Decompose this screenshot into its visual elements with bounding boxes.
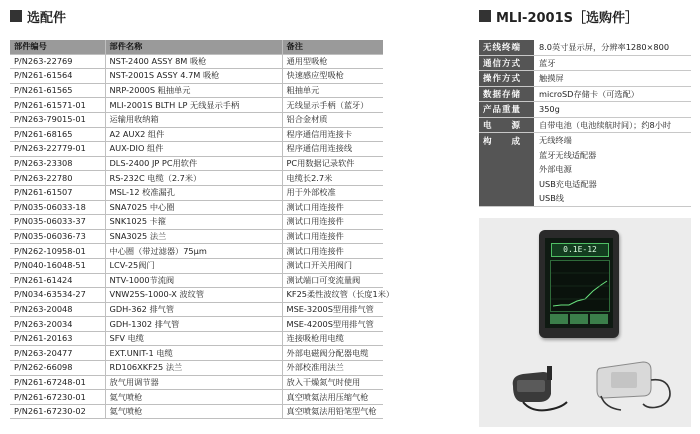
cell-remarks: 用于外部校准: [282, 185, 383, 200]
cell-remarks: 测试口用连接件: [282, 200, 383, 215]
cell-remarks: 电缆长2.7米: [282, 171, 383, 186]
cell-part-number: P/N263-20477: [10, 346, 105, 361]
cell-part-number: P/N261-61571-01: [10, 98, 105, 113]
cell-part-number: P/N261-68165: [10, 127, 105, 142]
cell-remarks: 铝合金材质: [282, 112, 383, 127]
cell-part-name: SNA7025 中心圈: [105, 200, 282, 215]
spec-value: [534, 87, 691, 102]
cell-part-name: 中心圈（带过滤器）75μm: [105, 244, 282, 259]
spec-value-line: 触摸屏: [539, 73, 564, 83]
spec-value: [534, 102, 691, 117]
cell-remarks: KF25柔性波纹管（长度1米）: [282, 288, 383, 303]
spec-value: [534, 40, 691, 55]
table-row: [10, 83, 383, 98]
table-row: [10, 331, 383, 346]
table-row: [10, 288, 383, 303]
cell-part-number: P/N262-10958-01: [10, 244, 105, 259]
parts-table-body: [10, 54, 395, 419]
parts-section-title: [10, 6, 66, 26]
spec-value-line: USB线: [539, 193, 564, 203]
table-row: [10, 185, 383, 200]
spec-row: [479, 87, 691, 103]
spec-value-line: 350g: [539, 104, 560, 114]
table-row: [10, 112, 383, 127]
cell-remarks: 测试端口可变流量阀: [282, 273, 383, 288]
cell-part-number: P/N263-22779-01: [10, 142, 105, 157]
spec-value-line: USB充电适配器: [539, 178, 597, 189]
spec-key: 电 源: [479, 118, 534, 133]
graph-trace: [551, 261, 609, 311]
spec-value: [534, 56, 691, 71]
cell-part-number: P/N035-06033-18: [10, 200, 105, 215]
cell-remarks: 快速感应型吸枪: [282, 69, 383, 84]
cell-part-name: DLS-2400 JP PC用软件: [105, 156, 282, 171]
spec-value: [534, 133, 691, 206]
spec-key: 构 成: [479, 133, 534, 206]
table-row: [10, 302, 383, 317]
cell-part-number: P/N263-23308: [10, 156, 105, 171]
accessory-section-title: [479, 6, 638, 26]
spec-table-container: [479, 40, 691, 207]
cell-remarks: 测试口开关用阀门: [282, 258, 383, 273]
section-square-icon: [479, 10, 491, 22]
screen-graph: [550, 260, 610, 312]
cell-part-number: P/N263-20034: [10, 317, 105, 332]
cell-remarks: 测试口用连接件: [282, 229, 383, 244]
accessory-section-title-text: MLI-2001S［选购件］: [496, 10, 638, 26]
spec-key: 操作方式: [479, 71, 534, 86]
cell-part-name: SFV 电缆: [105, 331, 282, 346]
spec-value-line: microSD存储卡（可选配）: [539, 88, 639, 99]
table-row: [10, 69, 383, 84]
cell-part-number: P/N261-67230-02: [10, 404, 105, 419]
spec-row: [479, 118, 691, 134]
cell-part-number: P/N261-61424: [10, 273, 105, 288]
table-row: [10, 171, 383, 186]
cell-part-name: EXT.UNIT-1 电缆: [105, 346, 282, 361]
cell-remarks: 测试口用连接件: [282, 244, 383, 259]
cell-remarks: 外部电磁阀分配器电缆: [282, 346, 383, 361]
cell-part-name: VNW25S-1000-X 波纹管: [105, 288, 282, 303]
spec-row: [479, 102, 691, 118]
table-row: [10, 142, 383, 157]
cell-part-name: RD106XKF25 法兰: [105, 361, 282, 376]
spec-row: [479, 71, 691, 87]
cell-part-name: 放气用调节器: [105, 375, 282, 390]
product-image-panel: [479, 218, 691, 427]
table-row: [10, 156, 383, 171]
cell-part-name: GDH-362 排气管: [105, 302, 282, 317]
spec-key: 无线终端: [479, 40, 534, 55]
cell-remarks: 真空喷氦法用压缩气枪: [282, 390, 383, 405]
table-row: [10, 229, 383, 244]
cell-part-number: P/N263-22780: [10, 171, 105, 186]
cell-part-name: NST-2001S ASSY 4.7M 吸枪: [105, 69, 282, 84]
spec-value-line: 蓝牙无线适配器: [539, 149, 597, 160]
spec-key: 数据存储: [479, 87, 534, 102]
cell-part-name: A2 AUX2 组件: [105, 127, 282, 142]
cell-part-name: SNA3025 法兰: [105, 229, 282, 244]
cell-remarks: 程序通信用连接线: [282, 142, 383, 157]
cell-part-name: 氦气喷枪: [105, 404, 282, 419]
table-row: [10, 273, 383, 288]
spec-key: 通信方式: [479, 56, 534, 71]
cell-remarks: MSE-3200S型用排气管: [282, 302, 383, 317]
table-row: [10, 258, 383, 273]
header-part-number: 部件编号: [10, 40, 105, 54]
table-row: [10, 127, 383, 142]
table-row: [10, 361, 383, 376]
cell-part-name: NRP-2000S 粗抽单元: [105, 83, 282, 98]
cell-part-name: NTV-1000节流阀: [105, 273, 282, 288]
cell-part-number: P/N261-20163: [10, 331, 105, 346]
usb-adapter-image: [503, 356, 573, 416]
spec-table: [479, 40, 691, 207]
cell-part-number: P/N263-22769: [10, 54, 105, 69]
table-row: [10, 244, 383, 259]
screen-readout: 0.1E-12: [551, 243, 609, 257]
cell-remarks: 无线显示手柄（蓝牙）: [282, 98, 383, 113]
section-square-icon: [10, 10, 22, 22]
spec-value-line: 蓝牙: [539, 57, 556, 68]
cell-remarks: MSE-4200S型用排气管: [282, 317, 383, 332]
cell-part-name: 氦气喷枪: [105, 390, 282, 405]
cell-part-name: AUX-DIO 组件: [105, 142, 282, 157]
table-row: [10, 98, 383, 113]
cell-part-name: GDH-1302 排气管: [105, 317, 282, 332]
cell-part-number: P/N261-67230-01: [10, 390, 105, 405]
cell-part-number: P/N035-06036-73: [10, 229, 105, 244]
spec-value-line: 外部电源: [539, 164, 572, 174]
table-row: [10, 200, 383, 215]
cell-part-name: LCV-25阀门: [105, 258, 282, 273]
table-row: [10, 375, 383, 390]
parts-section-title-text: 选配件: [27, 10, 67, 26]
spec-value-line: 无线终端: [539, 135, 572, 145]
spec-value: [534, 118, 691, 133]
cell-remarks: 放入干燥氮气时使用: [282, 375, 383, 390]
table-row: [10, 346, 383, 361]
table-row: [10, 404, 383, 419]
cell-part-name: SNK1025 卡箍: [105, 215, 282, 230]
cell-remarks: 连接吸枪用电缆: [282, 331, 383, 346]
spec-key: 产品重量: [479, 102, 534, 117]
cell-part-number: P/N261-61565: [10, 83, 105, 98]
cell-remarks: 测试口用连接件: [282, 215, 383, 230]
cell-part-number: P/N262-66098: [10, 361, 105, 376]
table-row: [10, 215, 383, 230]
cell-part-number: P/N034-63534-27: [10, 288, 105, 303]
cell-remarks: PC用数据记录软件: [282, 156, 383, 171]
cell-part-name: 运输用收纳箱: [105, 112, 282, 127]
cell-remarks: 真空喷氦法用铅笔型气枪: [282, 404, 383, 419]
cell-part-name: MSL-12 校准漏孔: [105, 185, 282, 200]
cell-part-number: P/N261-67248-01: [10, 375, 105, 390]
parts-table: [10, 40, 395, 419]
spec-row: [479, 133, 691, 207]
cell-part-number: P/N261-61507: [10, 185, 105, 200]
cell-remarks: 外部校准用法兰: [282, 361, 383, 376]
spec-row: [479, 40, 691, 56]
spec-row: [479, 56, 691, 72]
table-row: [10, 317, 383, 332]
header-remarks: 备注: [282, 40, 383, 54]
power-adapter-image: [591, 348, 681, 416]
cell-remarks: 通用型吸枪: [282, 54, 383, 69]
cell-part-name: MLI-2001S BLTH LP 无线显示手柄: [105, 98, 282, 113]
table-row: [10, 390, 383, 405]
cell-part-name: RS-232C 电缆（2.7米）: [105, 171, 282, 186]
cell-part-number: P/N035-06033-37: [10, 215, 105, 230]
table-row: [10, 54, 383, 69]
cell-remarks: 程序通信用连接卡: [282, 127, 383, 142]
cell-part-number: P/N263-79015-01: [10, 112, 105, 127]
parts-table-container: [10, 40, 395, 419]
cell-part-number: P/N040-16048-51: [10, 258, 105, 273]
cell-part-name: NST-2400 ASSY 8M 吸枪: [105, 54, 282, 69]
spec-value: [534, 71, 691, 86]
terminal-screen: [545, 238, 613, 328]
spec-value-line: 8.0英寸显示屏，分辨率1280×800: [539, 42, 670, 52]
spec-value-line: 自带电池（电池续航时间）；约8小时: [539, 119, 672, 130]
header-part-name: 部件名称: [105, 40, 282, 54]
cell-part-number: P/N263-20048: [10, 302, 105, 317]
cell-part-number: P/N261-61564: [10, 69, 105, 84]
screen-buttons: [550, 314, 608, 324]
wireless-terminal-image: [539, 230, 619, 338]
parts-table-header: [10, 40, 383, 54]
cell-remarks: 粗抽单元: [282, 83, 383, 98]
